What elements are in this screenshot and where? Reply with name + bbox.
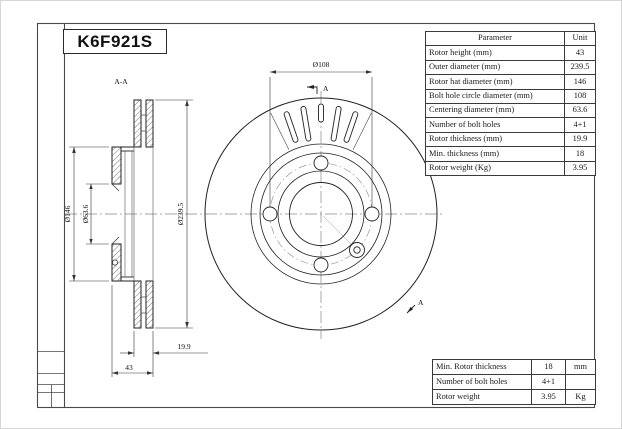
section-label: A-A [114, 77, 128, 86]
section-cut-marker-top [307, 84, 329, 94]
centerlines [65, 91, 443, 339]
dim-thickness: 19.9 [177, 342, 191, 351]
col-header-unit: Unit [565, 32, 596, 46]
table-row [433, 390, 596, 405]
section-cut-marker-bottom [407, 298, 424, 313]
table-row [426, 103, 596, 117]
dim-centering-diameter: Ø63.6 [81, 204, 90, 224]
dim-hat-diameter: Ø146 [63, 205, 72, 223]
table-cell: Number of bolt holes [426, 118, 565, 132]
table-cell: Rotor height (mm) [426, 46, 565, 60]
section-view [63, 77, 208, 377]
table-cell: 3.95 [532, 390, 566, 405]
table-row [426, 147, 596, 161]
table-cell: 4+1 [532, 375, 566, 390]
table-cell: 18 [532, 360, 566, 375]
table-cell: Min. Rotor thickness [433, 360, 532, 375]
summary-table [432, 359, 596, 405]
table-cell: Bolt hole circle diameter (mm) [426, 89, 565, 103]
table-cell: Rotor hat diameter (mm) [426, 75, 565, 89]
table-row [426, 118, 596, 132]
table-cell: Rotor weight [433, 390, 532, 405]
table-row [426, 132, 596, 146]
table-cell: Centering diameter (mm) [426, 103, 565, 117]
table-row [426, 75, 596, 89]
section-dimension-arrows [72, 100, 189, 375]
table-cell: 239.5 [565, 60, 596, 74]
dim-height: 43 [125, 363, 133, 372]
table-cell: 19.9 [565, 132, 596, 146]
table-cell: 3.95 [565, 161, 596, 175]
part-number: K6F921S [77, 31, 153, 51]
table-row [426, 60, 596, 74]
table-cell: Rotor weight (Kg) [426, 161, 565, 175]
table-cell: Rotor thickness (mm) [426, 132, 565, 146]
table-cell: 18 [565, 147, 596, 161]
part-number-box [63, 29, 167, 54]
table-row [433, 375, 596, 390]
table-cell: 146 [565, 75, 596, 89]
dim-outer-diameter: Ø239.5 [176, 202, 185, 226]
locating-hole-section [112, 260, 117, 265]
table-row [426, 161, 596, 175]
table-cell: mm [566, 360, 596, 375]
frame-title-block-cells [38, 352, 65, 408]
parameter-table-header [426, 32, 596, 46]
table-cell: 43 [565, 46, 596, 60]
table-cell: 63.6 [565, 103, 596, 117]
table-cell [566, 375, 596, 390]
col-header-parameter: Parameter [426, 32, 565, 46]
section-cut-label-top: A [323, 84, 329, 93]
table-row [426, 89, 596, 103]
table-cell: Outer diameter (mm) [426, 60, 565, 74]
table-row [433, 360, 596, 375]
parameter-table [425, 31, 596, 176]
locating-pin-hole [350, 243, 365, 258]
dim-bolt-circle: Ø108 [312, 60, 330, 69]
table-cell: Min. thickness (mm) [426, 147, 565, 161]
section-cut-label-bottom: A [418, 298, 424, 307]
table-cell: 4+1 [565, 118, 596, 132]
table-cell: Number of bolt holes [433, 375, 532, 390]
table-cell: 108 [565, 89, 596, 103]
table-row [426, 46, 596, 60]
table-cell: Kg [566, 390, 596, 405]
